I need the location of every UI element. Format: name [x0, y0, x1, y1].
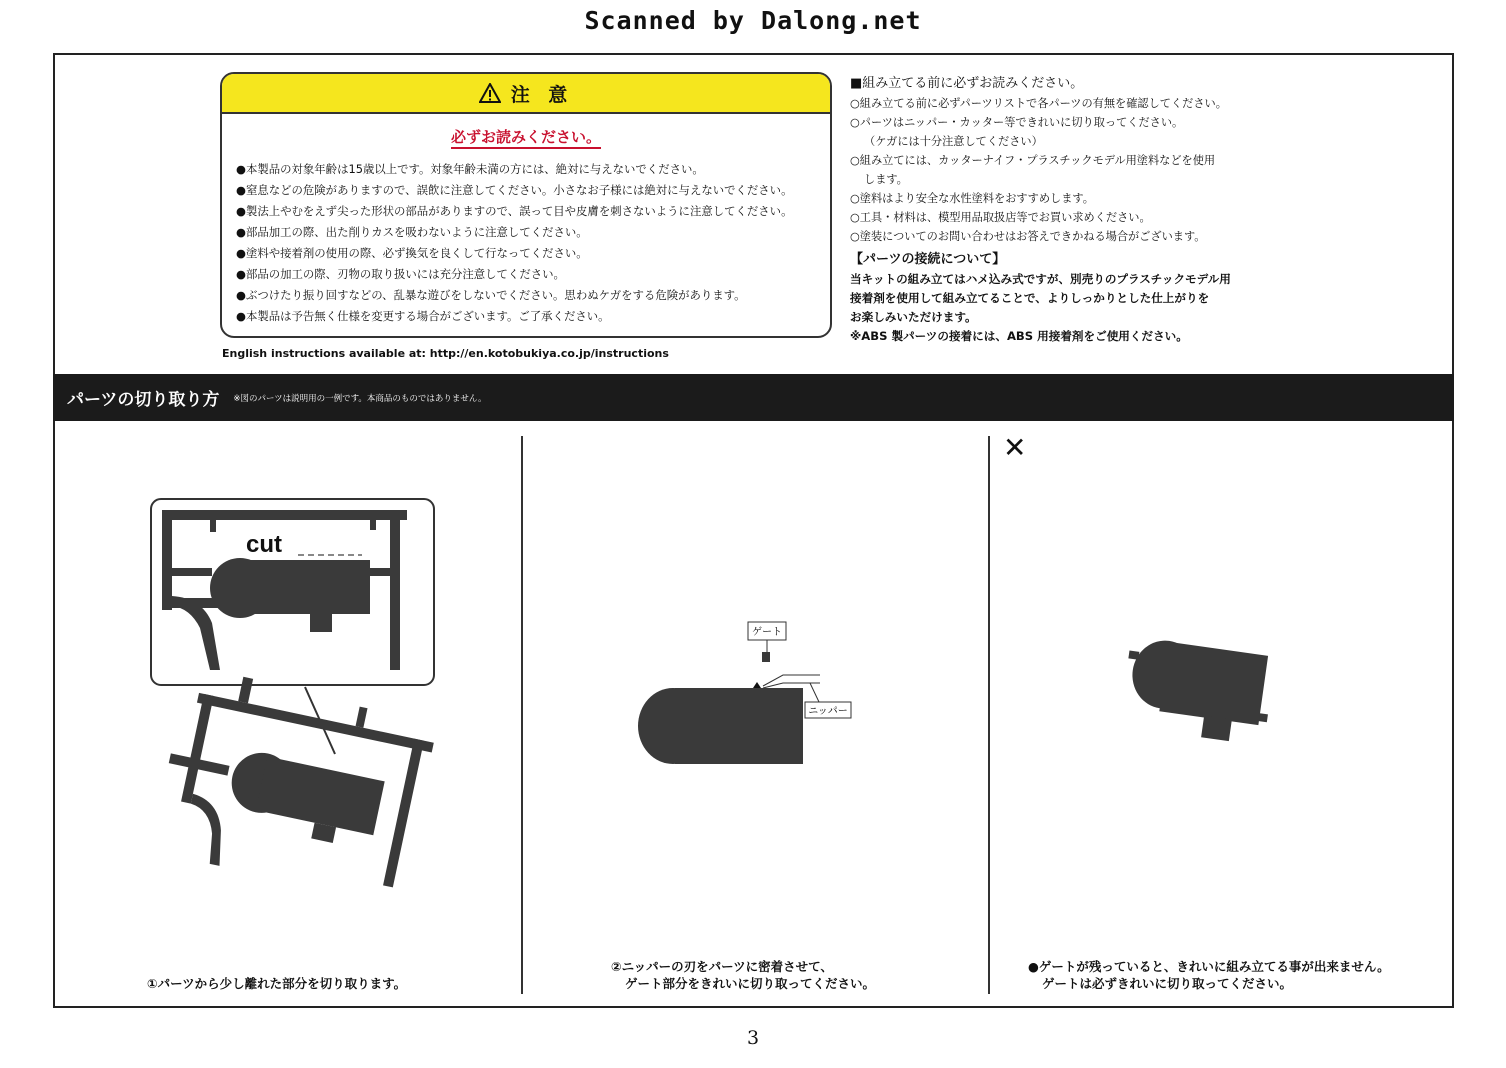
column-divider [988, 436, 990, 994]
caution-item: ●製法上やむをえず尖った形状の部品がありますので、誤って目や皮膚を刺さないように注意してください。 [236, 204, 793, 218]
caution-subtitle: 必ずお読みください。 [451, 128, 601, 149]
section-header-bar [53, 374, 1454, 421]
connection-line: 当キットの組み立てはハメ込み式ですが、別売りのプラスチックモデル用 [850, 272, 1231, 286]
caution-box [220, 72, 832, 338]
caution-item: ●塗料や接着剤の使用の際、必ず換気を良くして行なってください。 [236, 246, 588, 260]
assembly-notes [850, 74, 1410, 346]
notes-item: （ケガには十分注意してください） [864, 135, 1043, 148]
warning-icon [479, 83, 501, 103]
section-title: パーツの切り取り方 [67, 390, 220, 410]
notes-item: ○工具・材料は、模型用品取扱店等でお買い求めください。 [850, 211, 1151, 224]
step3-caption: ●ゲートが残っていると、きれいに組み立てる事が出来ません。 ゲートは必ずきれいに切り取ってください。 [1028, 959, 1390, 991]
caution-item: ●部品の加工の際、刃物の取り扱いには充分注意してください。 [236, 267, 565, 281]
caution-title: 注 意 [510, 83, 574, 106]
caution-header [222, 74, 830, 114]
caution-item: ●ぶつけたり振り回すなどの、乱暴な遊びをしないでください。思わぬケガをする危険があります。 [236, 288, 746, 302]
connection-line: お楽しみいただけます。 [850, 310, 977, 324]
caution-item: ●窒息などの危険がありますので、誤飲に注意してください。小さなお子様には絶対に与えないでください。 [236, 183, 793, 197]
step1-caption: ①パーツから少し離れた部分を切り取ります。 [147, 976, 407, 991]
notes-item: ○塗装についてのお問い合わせはお答えできかねる場合がございます。 [850, 230, 1206, 243]
connection-line: ※ABS 製パーツの接着には、ABS 用接着剤をご使用ください。 [850, 329, 1188, 343]
column-divider [521, 436, 523, 994]
caution-list [236, 159, 830, 327]
scan-watermark: Scanned by Dalong.net [584, 6, 922, 35]
step2-caption: ②ニッパーの刃をパーツに密着させて、 ゲート部分をきれいに切り取ってください。 [611, 959, 876, 991]
section-note: ※図のパーツは説明用の一例です。本商品のものではありません。 [233, 393, 487, 404]
caution-item: ●本製品は予告無く仕様を変更する場合がございます。ご了承ください。 [236, 309, 610, 323]
notes-item: ○パーツはニッパー・カッター等できれいに切り取ってください。 [850, 116, 1184, 129]
nipper-label: ニッパー [808, 706, 848, 717]
english-instructions-note: English instructions available at: http://en.kotobukiya.co.jp/instructions [222, 347, 669, 360]
nipper-cut-illustration [635, 620, 855, 770]
notes-item: ○組み立てには、カッターナイフ・プラスチックモデル用塗料などを使用 [850, 154, 1216, 167]
notes-item: ○組み立てる前に必ずパーツリストで各パーツの有無を確認してください。 [850, 97, 1227, 110]
runner-overview-illustration [160, 684, 435, 909]
connection-title: 【パーツの接続について】 [850, 252, 1006, 267]
page-number: 3 [746, 1027, 760, 1049]
notes-title: ■組み立てる前に必ずお読みください。 [850, 76, 1084, 91]
gate-label: ゲート [752, 627, 782, 638]
notes-item: ○塗料はより安全な水性塗料をおすすめします。 [850, 192, 1094, 205]
caution-item: ●部品加工の際、出た削りカスを吸わないように注意してください。 [236, 225, 588, 239]
runner-closeup-illustration [150, 498, 440, 688]
notes-item: します。 [864, 173, 908, 186]
cut-label: cut [246, 531, 282, 558]
gate-remaining-illustration [1122, 635, 1292, 755]
caution-item: ●本製品の対象年齢は15歳以上です。対象年齢未満の方には、絶対に与えないでください。 [236, 162, 704, 176]
connection-line: 接着剤を使用して組み立てることで、よりしっかりとした仕上がりを [850, 291, 1210, 305]
wrong-mark-icon: ✕ [1003, 431, 1027, 464]
